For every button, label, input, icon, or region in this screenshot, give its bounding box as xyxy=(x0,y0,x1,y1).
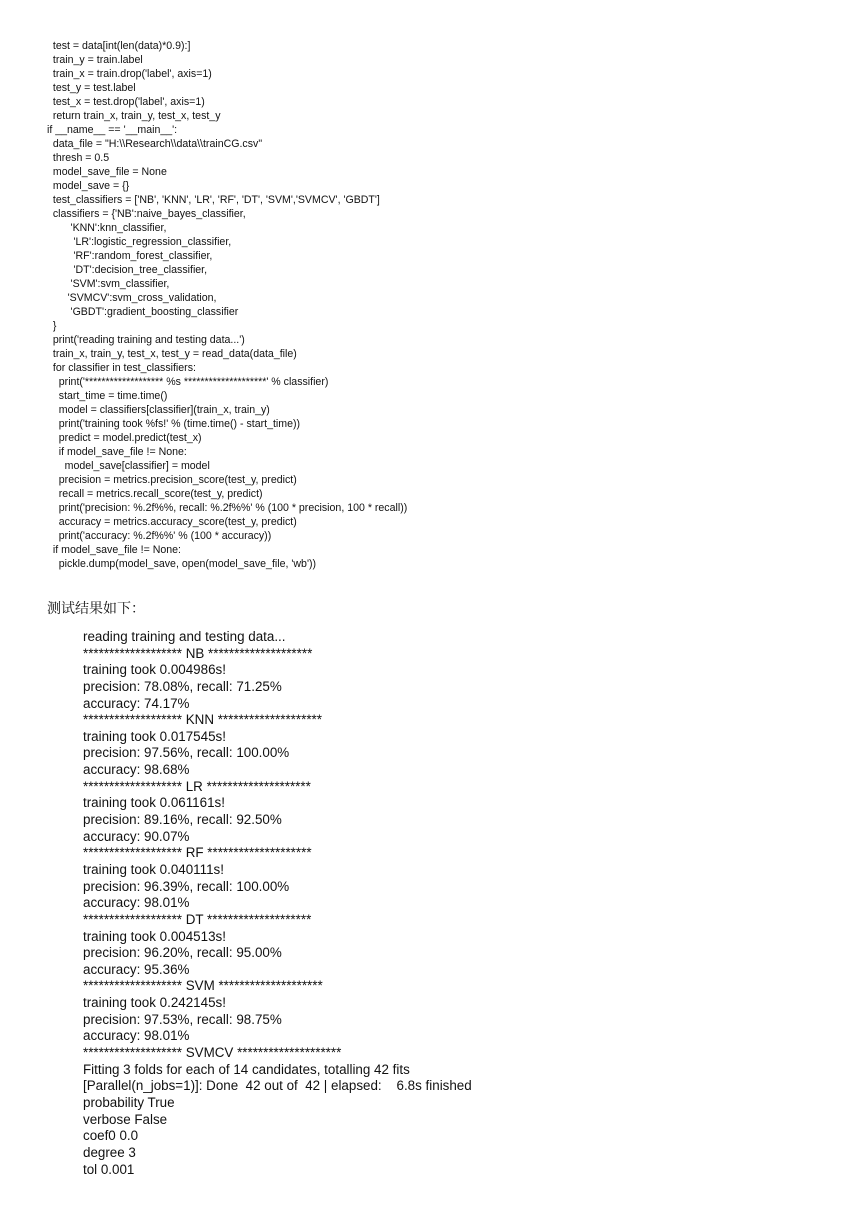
code-line: recall = metrics.recall_score(test_y, predict) xyxy=(47,488,263,500)
output-line: probability True xyxy=(83,1094,175,1110)
output-line: accuracy: 74.17% xyxy=(83,695,190,711)
code-line: model_save_file = None xyxy=(47,166,167,178)
code-line: 'SVMCV':svm_cross_validation, xyxy=(47,292,217,304)
output-line: ******************* NB ******************** xyxy=(83,645,313,661)
code-line: test = data[int(len(data)*0.9):] xyxy=(47,40,191,52)
output-line: training took 0.242145s! xyxy=(83,995,226,1011)
output-line: accuracy: 98.01% xyxy=(83,1028,190,1044)
code-line: model = classifiers[classifier](train_x, train_y) xyxy=(47,404,270,416)
output-line: ******************* RF ******************** xyxy=(83,845,312,861)
output-line: training took 0.061161s! xyxy=(83,795,225,811)
results-heading: 测试结果如下： xyxy=(47,600,145,616)
code-line: test_x = test.drop('label', axis=1) xyxy=(47,96,205,108)
code-line: print('training took %fs!' % (time.time() - start_time)) xyxy=(47,418,301,430)
output-line: precision: 96.39%, recall: 100.00% xyxy=(83,878,290,894)
output-line: precision: 78.08%, recall: 71.25% xyxy=(83,678,282,694)
output-line: training took 0.004513s! xyxy=(83,928,226,944)
code-line: 'GBDT':gradient_boosting_classifier xyxy=(47,306,239,318)
code-line: for classifier in test_classifiers: xyxy=(47,362,196,374)
code-line: print('precision: %.2f%%, recall: %.2f%%' % (100 * precision, 100 * recall)) xyxy=(47,502,408,514)
output-line: training took 0.040111s! xyxy=(83,861,224,877)
output-line: degree 3 xyxy=(83,1144,136,1160)
code-line: train_y = train.label xyxy=(47,54,143,66)
output-line: ******************* SVMCV ******************** xyxy=(83,1045,342,1061)
code-line: print('accuracy: %.2f%%' % (100 * accuracy)) xyxy=(47,530,272,542)
code-line: classifiers = {'NB':naive_bayes_classifier, xyxy=(47,208,246,220)
output-line: precision: 97.56%, recall: 100.00% xyxy=(83,745,290,761)
code-line: if model_save_file != None: xyxy=(47,446,187,458)
code-line: precision = metrics.precision_score(test_y, predict) xyxy=(47,474,297,486)
code-line: 'RF':random_forest_classifier, xyxy=(47,250,213,262)
output-line: training took 0.004986s! xyxy=(83,662,226,678)
code-line: train_x = train.drop('label', axis=1) xyxy=(47,68,212,80)
output-line: precision: 96.20%, recall: 95.00% xyxy=(83,945,282,961)
code-line: model_save = {} xyxy=(47,180,130,192)
output-line: training took 0.017545s! xyxy=(83,728,226,744)
output-line: ******************* KNN ******************** xyxy=(83,712,322,728)
code-listing xyxy=(47,39,827,571)
code-line: print('******************* %s ********************' % classifier) xyxy=(47,376,329,388)
output-line: accuracy: 98.68% xyxy=(83,762,190,778)
output-line: reading training and testing data... xyxy=(83,629,286,644)
code-line: 'DT':decision_tree_classifier, xyxy=(47,264,208,276)
output-line: ******************* LR ******************** xyxy=(83,778,311,794)
code-line: test_classifiers = ['NB', 'KNN', 'LR', 'RF', 'DT', 'SVM','SVMCV', 'GBDT'] xyxy=(47,194,380,206)
code-line: thresh = 0.5 xyxy=(47,152,110,164)
code-line: if __name__ == '__main__': xyxy=(47,124,178,136)
code-line: 'LR':logistic_regression_classifier, xyxy=(47,236,232,248)
output-line: precision: 97.53%, recall: 98.75% xyxy=(83,1011,282,1027)
output-line: coef0 0.0 xyxy=(83,1128,139,1144)
code-line: } xyxy=(47,320,57,332)
output-line: precision: 89.16%, recall: 92.50% xyxy=(83,812,282,828)
output-line: ******************* DT ******************** xyxy=(83,911,312,927)
code-line: data_file = "H:\\Research\\data\\trainCG.csv" xyxy=(47,138,263,150)
output-line: ******************* SVM ******************** xyxy=(83,978,323,994)
code-line: accuracy = metrics.accuracy_score(test_y, predict) xyxy=(47,516,297,528)
code-line: if model_save_file != None: xyxy=(47,544,181,556)
code-line: print('reading training and testing data...') xyxy=(47,334,245,346)
output-line: accuracy: 90.07% xyxy=(83,828,190,844)
output-line: tol 0.001 xyxy=(83,1161,135,1177)
code-line: 'SVM':svm_classifier, xyxy=(47,278,170,290)
code-line: train_x, train_y, test_x, test_y = read_data(data_file) xyxy=(47,348,297,360)
output-line: Fitting 3 folds for each of 14 candidates, totalling 42 fits xyxy=(83,1061,410,1077)
console-output xyxy=(83,629,843,1178)
code-line: 'KNN':knn_classifier, xyxy=(47,222,167,234)
output-line: accuracy: 95.36% xyxy=(83,961,190,977)
output-line: accuracy: 98.01% xyxy=(83,895,190,911)
code-line: start_time = time.time() xyxy=(47,390,168,402)
code-line: model_save[classifier] = model xyxy=(47,460,210,472)
code-line: test_y = test.label xyxy=(47,82,136,94)
output-line: [Parallel(n_jobs=1)]: Done 42 out of 42 | elapsed: 6.8s finished xyxy=(83,1078,472,1094)
output-line: verbose False xyxy=(83,1111,168,1127)
code-line: predict = model.predict(test_x) xyxy=(47,432,202,444)
code-line: pickle.dump(model_save, open(model_save_file, 'wb')) xyxy=(47,558,317,570)
code-line: return train_x, train_y, test_x, test_y xyxy=(47,110,221,122)
